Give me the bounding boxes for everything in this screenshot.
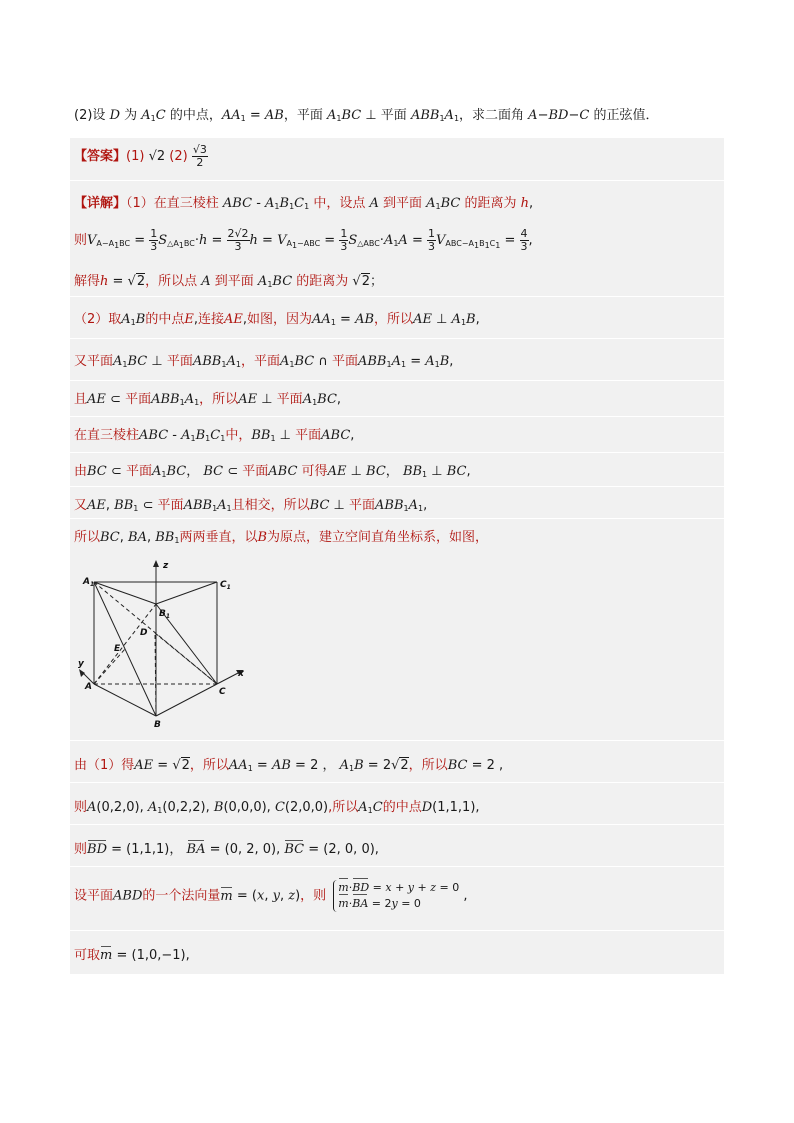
svg-text:B: B [154, 720, 161, 730]
svg-text:A: A [85, 682, 92, 692]
detail-line-7: 在直三棱柱ABC - $A_1B_1C_1$中，$BB_1$ ⊥ 平面ABC, [74, 428, 355, 443]
detail-line-8: 由BC ⊂ 平面$A_1BC$， BC ⊂ 平面ABC 可得AE ⊥ BC， $BB_1$ ⊥ BC, [74, 464, 471, 479]
detail-line-1: 【详解】（1）在直三棱柱 ABC - $A_1B_1C_1$ 中，设点 A 到平面 $A_1BC$ 的距离为 h, [74, 196, 534, 211]
svg-text:C: C [219, 687, 226, 697]
svg-text:B1: $B_1$ [159, 609, 171, 620]
detail-line-13: 则BD = (1,1,1)， BA = (0, 2, 0), BC = (2, 0, 0), [74, 842, 379, 857]
detail-line-10: 所以BC, BA, $BB_1$两两垂直，以B为原点，建立空间直角坐标系，如图， [74, 530, 489, 545]
svg-text:D: D [140, 628, 148, 638]
detail-line-15: 可取m = (1,0,−1), [74, 948, 190, 963]
detail-line-12: 则A(0,2,0), $A_1(0,2,2)$, B(0,0,0), C(2,0,0),所以$A_1C$的中点D(1,1,1), [74, 800, 480, 815]
detail-line-2: 则$V_{A-A_1BC}$ = $\frac{1}{3}$ $S_{\triangle A_1BC}\cdot h$ = $\frac{2√2}{3}$ $h = V_{A_1-ABC}$ = $\frac{1}{3}$ $S_{\triangle ABC}\cdot A_1A$ = $\frac{1}{3}$ $V_{ABC-A_1B_1C_1}$ = $\frac{4}{3}$ , [74, 227, 533, 253]
detail-line-4: （2）取$A_1B$的中点E,连接AE,如图，因为$AA_1$ = AB，所以AE ⊥ $A_1B$, [74, 312, 480, 327]
detail-line-14: 设平面ABD的一个法向量m = (x, y, z)，则 m·BD = x + y + z = 0 m·BA = 2y = 0 , [74, 881, 468, 910]
question-text: (2)设 D 为 $A_1C$ 的中点，$AA_1$ = AB，平面 $A_1BC$ ⊥ 平面 $ABB_1A_1$，求二面角 A−BD−C 的正弦值． [74, 108, 659, 123]
svg-text:C1: $C_1$ [220, 580, 231, 591]
svg-text:A1: $A_1$ [83, 577, 95, 588]
detail-line-3: 解得h = √2，所以点 A 到平面 $A_1BC$ 的距离为 √2； [74, 274, 384, 289]
detail-line-9: 又AE, $BB_1$ ⊂ 平面$ABB_1A_1$且相交，所以BC ⊥ 平面$ABB_1A_1$, [74, 498, 428, 513]
detail-line-11: 由（1）得AE = √2，所以$AA_1$ = AB = 2 ， $A_1B = 2√2$，所以BC = 2 , [74, 758, 504, 773]
svg-text:x: x [238, 669, 244, 679]
svg-text:y: y [78, 659, 84, 669]
prism-diagram [72, 556, 262, 732]
svg-text:E: E [114, 644, 121, 654]
svg-text:z: z [163, 561, 169, 571]
detail-line-6: 且AE ⊂ 平面$ABB_1A_1$，所以AE ⊥ 平面$A_1BC$, [74, 392, 342, 407]
answer-line: 【答案】(1) √2 (2) $\frac{√3}{2}$ [74, 143, 207, 169]
detail-line-5: 又平面$A_1BC$ ⊥ 平面$ABB_1A_1$，平面$A_1BC$ ∩ 平面$ABB_1A_1 = A_1B$, [74, 354, 454, 369]
